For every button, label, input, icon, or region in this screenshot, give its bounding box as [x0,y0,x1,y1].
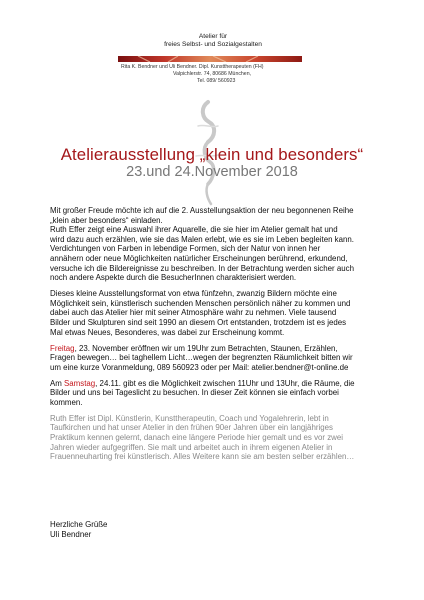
letterhead-street: Valpichlerstr. 74, 80686 München, [172,71,252,77]
exhibition-dates: 23.und 24.November 2018 [126,164,298,180]
letterhead-line-2: freies Selbst- und Sozialgestalten [164,40,262,48]
intro-paragraph [50,206,390,283]
letter-body [50,206,390,468]
text-line: versuche ich die Bildereignisse zu beschreiben. In der Betrachtung werden sicher auch [50,263,354,273]
letter-closing [50,520,107,540]
friday-day: Freitag [50,343,75,353]
text-line [50,344,390,354]
friday-paragraph [50,344,390,373]
saturday-prefix: Am [50,378,65,388]
text-line: Mit großer Freude möchte ich auf die 2. Ausstellungsaktion der neu begonnenen Reihe [50,206,354,215]
text-line: um eine kurze Voranmeldung, 089 560923 oder per Mail: atelier.bendner@t-online.de [50,362,349,372]
text-line: Taufkirchen und hat unser Atelier in den frühen 90er Jahren über ein langjähriges [50,423,333,433]
saturday-paragraph [50,379,390,408]
text-line: Praktikum kennen gelernt, danach eine längere Periode hier gemalt und es vor zwei [50,433,344,443]
text-line: Ruth Effer ist Dipl. Künstlerin, Kunsttherapeutin, Coach und Yogalehrerin, lebt in [50,413,329,423]
text-line: Bilder und Skulpturen sind seit 1990 an diesem Ort entstanden, trotzdem ist es jedes [50,317,347,327]
text-line: dabei auch das Atelier hier mit seiner Atmosphäre wahr zu nehmen. Viele tausend [50,308,337,318]
text-line: Jahren wieder aufgegriffen. Sie malt und arbeitet auch in ihrem eigenen Atelier in [50,442,333,452]
text-line: Frauenneuharting frei künstlerisch. Alles Weitere kann sie am besten selber erzählen… [50,452,355,462]
letterhead-line-1: Atelier für [198,33,228,40]
text-line: kommen. [50,397,83,407]
letterhead [118,33,308,48]
closing-greeting: Herzliche Grüße [50,520,108,529]
text-line: Dieses kleine Ausstellungsformat von etwa fünfzehn, zwanzig Bildern möchte eine [50,289,337,299]
text-line: Bilder und uns bei Tageslicht zu besuchen. In dieser Zeit können sie einfach vorbei [50,388,339,398]
text-line: Verdichtungen von Farben in lebendige Formen, sich der Natur von innen her [50,244,321,254]
letterhead-phone: Tel. 089/ 560923 [197,78,236,84]
text-line: annähern oder neue Möglichkeiten natürlicher Erscheinungen berührend, erkundend, [50,253,348,263]
saturday-day: Samstag [64,378,96,388]
saturday-text: , 24.11. gibt es die Möglichkeit zwischen 11Uhr und 13Uhr, die Räume, die [95,378,355,388]
friday-text: , 23. November eröffnen wir um 19Uhr zum Betrachten, Staunen, Erzählen, [74,343,338,353]
letterhead-names: Rita K. Bendner und Uli Bendner. Dipl. Kunsttherapeuten (FH) [121,64,264,70]
text-line: Ruth Effer zeigt eine Auswahl ihrer Aquarelle, die sie hier im Atelier gemalt hat und [50,225,338,235]
text-line [50,379,390,389]
signature-name: Uli Bendner [50,530,92,539]
text-line: „klein aber besonders“ einladen. [50,215,163,225]
letterhead-address [121,64,303,85]
letterhead-color-bar [118,56,302,62]
format-paragraph [50,289,390,337]
text-line: noch andere Aspekte durch die BesucherInnen charakterisiert werden. [50,273,297,283]
exhibition-title: Atelierausstellung „klein und besonders“ [60,145,364,164]
artist-bio-paragraph [50,414,390,462]
text-line: Mal etwas Neues, Besonderes, was dabei zur Erscheinung kommt. [50,327,285,337]
text-line: Fragen bewegen… bei taghellem Licht…wegen der begrenzten Räumlichkeit bitten wir [50,353,353,363]
text-line: wird dazu auch erzählen, wie sie das Malen erlebt, wie es sie im Leben begleiten kann. [50,234,354,244]
text-line: Möglichkeit sein, künstlerisch suchenden Menschen persönlich näher zu kommen und [50,298,351,308]
